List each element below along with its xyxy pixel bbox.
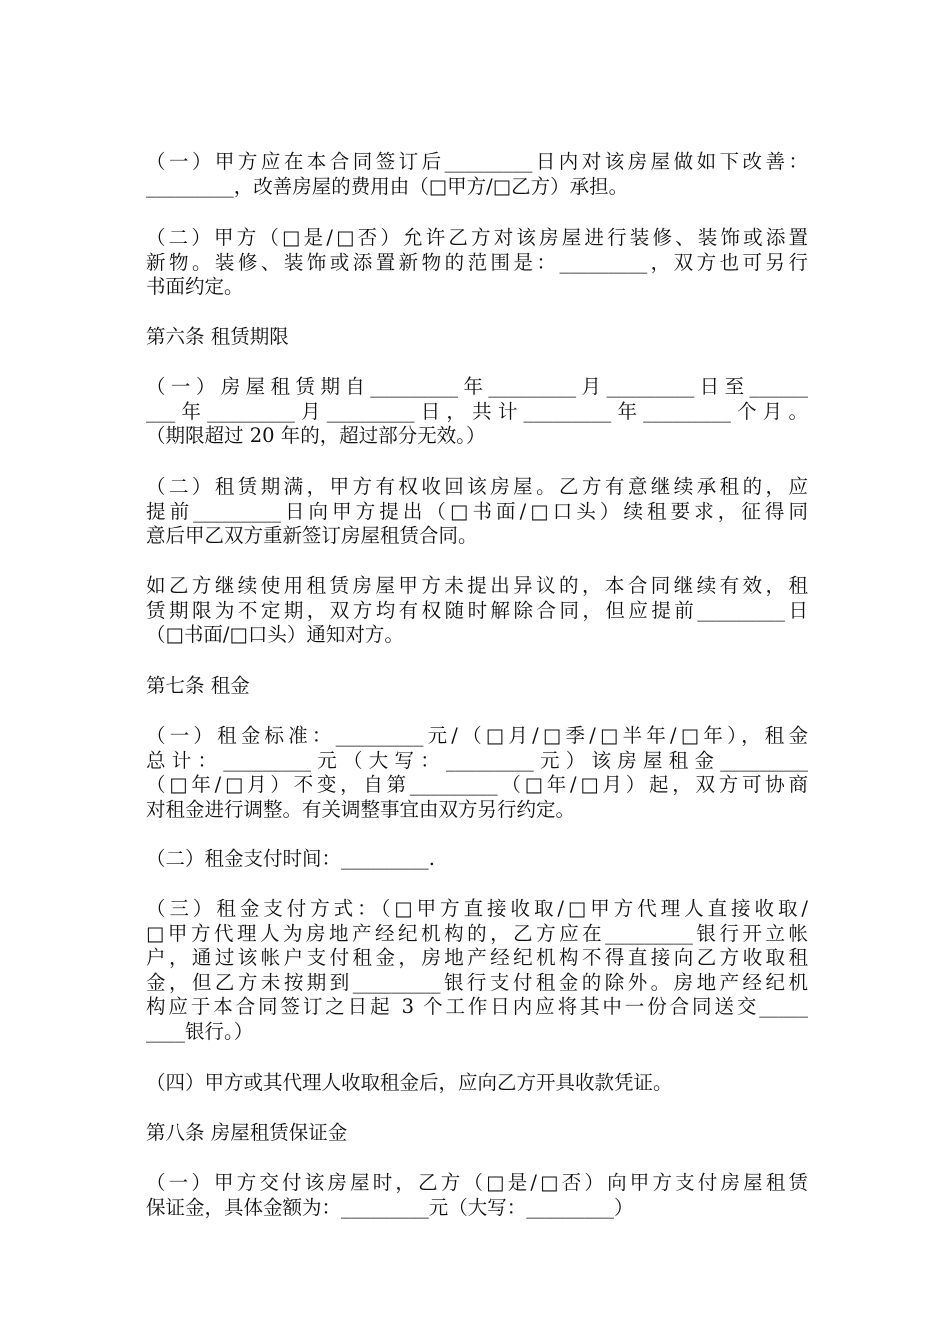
article-6-heading [146,325,808,350]
clause-6-item-1 [146,375,808,449]
text-line: （□书面/□口头）通知对方。 [146,623,404,646]
text-line: ___年_________月_________日，共计_________年_________个月。 [146,399,808,423]
article-7-heading [146,674,808,699]
text-line: □甲方代理人为房地产经纪机构的，乙方应在_________银行开立帐 [146,921,808,945]
section-title: 第八条 房屋租赁保证金 [146,1121,348,1144]
text-line: （□年/□月）不变，自第_________（□年/□月）起，双方可协商 [146,773,808,796]
text-line: （一）甲方应在本合同签订后_________日内对该房屋做如下改善： [146,150,808,173]
clause-5-item-2 [146,226,808,300]
text-line: （四）甲方或其代理人收取租金后，应向乙方开具收款凭证。 [146,1071,673,1094]
text-line: 赁期限为不定期，双方均有权随时解除合同，但应提前_________日 [146,598,808,622]
text-line: 书面约定。 [146,275,244,298]
text-line: ____银行。） [146,1019,254,1043]
text-line: 意后甲乙双方重新签订房屋租赁合同。 [146,524,478,547]
text-line: 对租金进行调整。有关调整事宜由双方另行约定。 [146,797,576,821]
text-line: 金，但乙方未按期到_________银行支付租金的除外。房地产经纪机 [146,970,808,994]
text-line: 保证金，具体金额为：_________元（大写：_________） [146,1195,634,1219]
text-line: （二）甲方（□是/□否）允许乙方对该房屋进行装修、装饰或添置 [146,226,808,249]
clause-7-item-2 [146,847,808,872]
clause-7-item-1 [146,724,808,822]
text-line: （一）租金标准：_________元/（□月/□季/□半年/□年），租金 [146,724,808,747]
article-8-heading [146,1121,808,1146]
clause-6-paragraph [146,574,808,648]
text-line: （期限超过 20 年的，超过部分无效。） [146,424,486,447]
text-line: （一）甲方交付该房屋时，乙方（□是/□否）向甲方支付房屋租赁 [146,1171,808,1194]
text-line: （二）租赁期满，甲方有权收回该房屋。乙方有意继续承租的，应 [146,475,808,498]
clause-7-item-3 [146,897,808,1044]
section-title: 第七条 租金 [146,674,250,697]
clause-6-item-2 [146,475,808,549]
text-line: 总计：_________元（大写：_________元）该房屋租金_________ [146,748,808,772]
text-line: （一）房屋租赁期自_________年_________月_________日至______ [146,375,808,398]
text-line: 如乙方继续使用租赁房屋甲方未提出异议的，本合同继续有效，租 [146,574,808,597]
text-line: _________，改善房屋的费用由（□甲方/□乙方）承担。 [146,174,629,198]
text-line: 构应于本合同签订之日起 3 个工作日内应将其中一份合同送交_____ [146,995,808,1018]
clause-5-item-1 [146,150,808,199]
section-title: 第六条 租赁期限 [146,325,289,348]
clause-8-item-1 [146,1171,808,1220]
text-line: 户，通过该帐户支付租金，房地产经纪机构不得直接向乙方收取租 [146,946,808,969]
text-line: （二）租金支付时间：_________. [146,847,435,870]
text-line: 新物。装修、装饰或添置新物的范围是：_________，双方也可另行 [146,250,808,274]
clause-7-item-4 [146,1071,808,1096]
text-line: （三）租金支付方式：（□甲方直接收取/□甲方代理人直接收取/ [146,897,808,920]
text-line: 提前_________日向甲方提出（□书面/□口头）续租要求，征得同 [146,499,808,523]
